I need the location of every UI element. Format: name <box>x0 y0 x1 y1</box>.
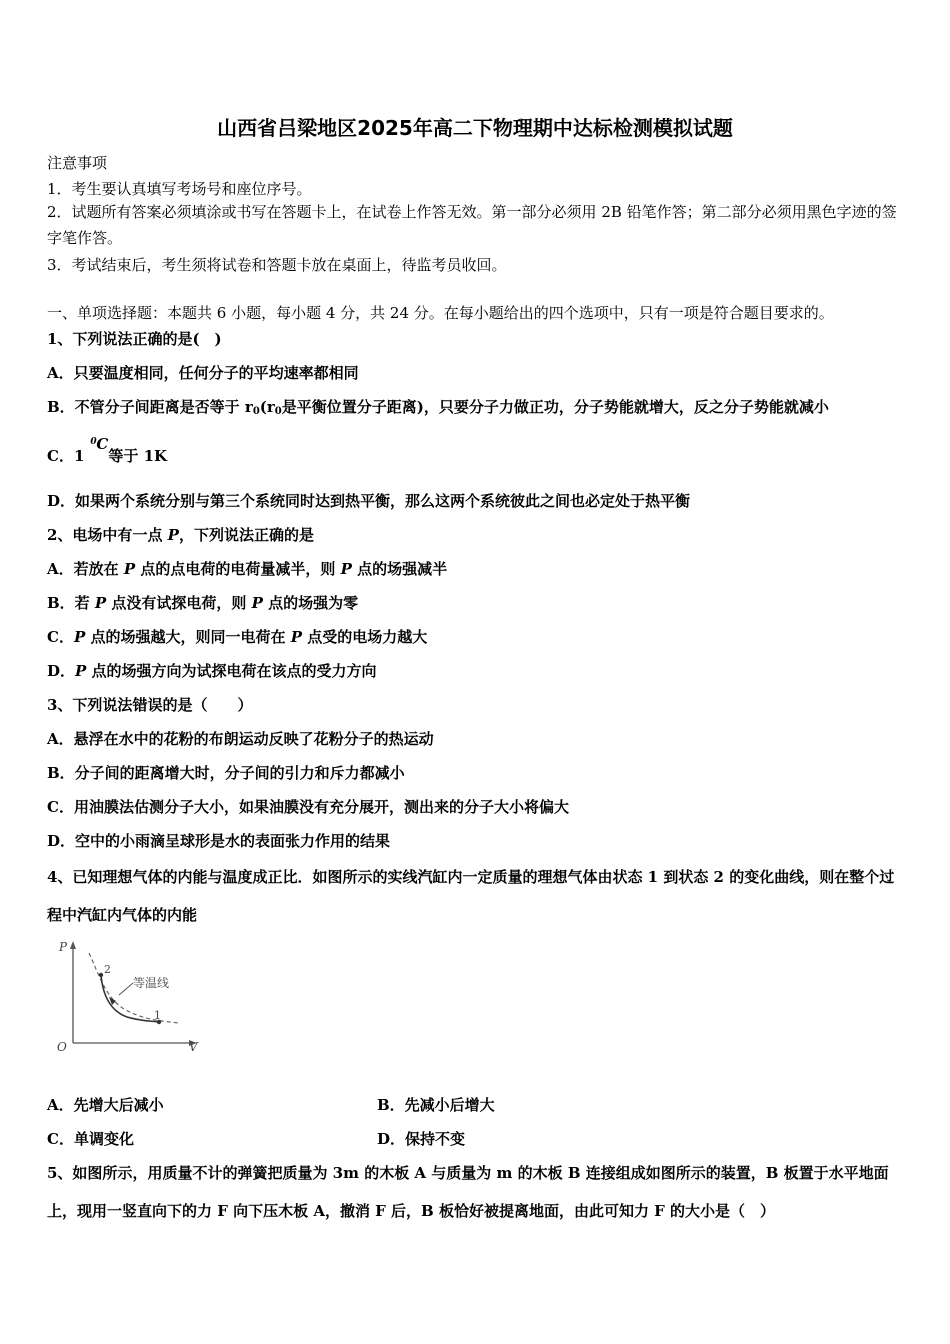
q5-stem: 5、如图所示，用质量不计的弹簧把质量为 3m 的木板 A 与质量为 m 的木板 B 连接组成如图所示的装置，B 板置于水平地面上，现用一竖直向下的力 F 向下压木板 A，撤消 F 后，B 板恰好被提离地面，由此可知力 F 的大小是（ ） <box>47 1164 889 1220</box>
q3-option-b: B．分子间的距离增大时，分子间的引力和斥力都减小 <box>47 764 405 782</box>
q3-option-a: A．悬浮在水中的花粉的布朗运动反映了花粉分子的热运动 <box>47 730 434 748</box>
degree-celsius-symbol: 0 C <box>90 435 109 453</box>
q4-option-c: C．单调变化 <box>47 1130 134 1148</box>
q1-option-a: A．只要温度相同，任何分子的平均速率都相同 <box>47 364 359 382</box>
pv-diagram <box>55 935 205 1055</box>
page-title: 山西省吕梁地区2025年高二下物理期中达标检测模拟试题 <box>217 116 733 140</box>
q4-option-a: A．先增大后减小 <box>47 1096 164 1114</box>
q4-option-d: D．保持不变 <box>377 1130 466 1148</box>
q3-option-c: C．用油膜法估测分子大小，如果油膜没有充分展开，测出来的分子大小将偏大 <box>47 798 569 816</box>
q2-option-a: A．若放在 P 点的点电荷的电荷量减半，则 P 点的场强减半 <box>47 560 448 578</box>
q1-stem: 1、下列说法正确的是( ) <box>47 330 222 348</box>
notice-item-3: 3．考试结束后，考生须将试卷和答题卡放在桌面上，待监考员收回。 <box>47 256 507 274</box>
q1-option-c: C．1 0 C 等于 1K <box>47 435 168 465</box>
notice-item-1: 1．考生要认真填写考场号和座位序号。 <box>47 180 312 198</box>
q2-option-c: C．P 点的场强越大，则同一电荷在 P 点受的电场力越大 <box>47 628 428 646</box>
state-1-label: 1 <box>154 1009 161 1022</box>
q3-stem: 3、下列说法错误的是（ ） <box>47 696 253 714</box>
q2-option-d: D．P 点的场强方向为试探电荷在该点的受力方向 <box>47 662 377 680</box>
p-axis-arrow <box>70 941 76 949</box>
isotherm-label: 等温线 <box>133 976 170 990</box>
v-axis-label: V <box>189 1040 198 1054</box>
isotherm-pointer <box>119 983 133 995</box>
q3-option-d: D．空中的小雨滴呈球形是水的表面张力作用的结果 <box>47 832 391 850</box>
notice-item-2: 2．试题所有答案必须填涂或书写在答题卡上，在试卷上作答无效。第一部分必须用 2B 铅笔作答；第二部分必须用黑色字迹的签字笔作答。 <box>47 203 897 247</box>
notice-heading: 注意事项 <box>47 154 108 172</box>
q1-option-d: D．如果两个系统分别与第三个系统同时达到热平衡，那么这两个系统彼此之间也必定处于热平衡 <box>47 492 691 510</box>
origin-label: O <box>57 1040 67 1054</box>
q2-stem: 2、电场中有一点 P，下列说法正确的是 <box>47 526 314 544</box>
q2-option-b: B．若 P 点没有试探电荷，则 P 点的场强为零 <box>47 594 359 612</box>
state-2-point <box>99 973 103 977</box>
q4-stem: 4、已知理想气体的内能与温度成正比．如图所示的实线汽缸内一定质量的理想气体由状态 1 到状态 2 的变化曲线，则在整个过程中汽缸内气体的内能 <box>47 868 895 924</box>
state-2-label: 2 <box>104 963 111 976</box>
q4-option-b: B．先减小后增大 <box>377 1096 495 1114</box>
p-axis-label: P <box>59 940 68 954</box>
q1-option-b: B．不管分子间距离是否等于 $r_0(r_0$是平衡位置分子距离)，只要分子力做正功，分子势能就增大，反之分子势能就减小 <box>47 398 829 417</box>
section-heading: 一、单项选择题：本题共 6 小题，每小题 4 分，共 24 分。在每小题给出的四个选项中，只有一项是符合题目要求的。 <box>47 304 834 322</box>
